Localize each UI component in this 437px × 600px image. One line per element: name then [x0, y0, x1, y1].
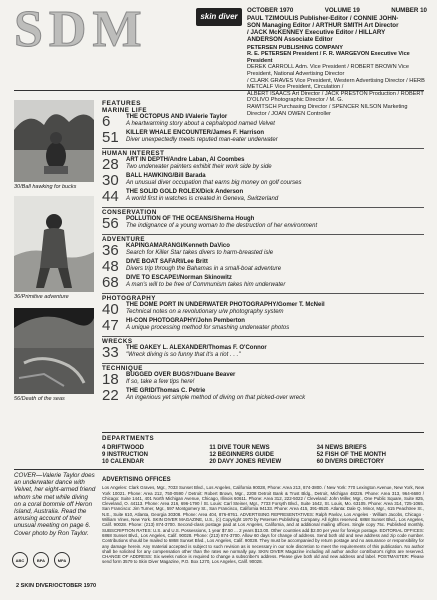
section-divider [102, 363, 424, 364]
photo-caption: 30/Ball hawking for bucks [14, 184, 77, 190]
exec-line: DEREK CARROLL Adm. Vice President / ROBERT BROWN Vice President, National Advertising Director [247, 64, 409, 77]
toc-page-number: 6 [102, 113, 111, 130]
departments [102, 435, 424, 465]
toc-description: If so, take a few tips here! [126, 379, 195, 385]
photo-caption: 56/Death of the seas [14, 396, 65, 402]
photo-ball-hawking [14, 100, 94, 182]
section-title: ADVENTURE [102, 236, 146, 243]
toc-page-number: 48 [102, 258, 119, 275]
toc-entry [102, 216, 424, 232]
staff-line: / JACK McKENNEY Executive Editor / HILLARY [247, 28, 386, 36]
toc-title: KILLER WHALE ENCOUNTER/James F. Harrison [126, 130, 265, 136]
abc-logo-icon: ABC [12, 552, 28, 568]
company-name: PETERSEN PUBLISHING COMPANY [247, 44, 343, 51]
departments-divider [102, 432, 424, 433]
toc-page-number: 36 [102, 242, 119, 259]
toc-description: An ingenious yet simple method of diving on that picked-over wreck [126, 395, 306, 401]
cover-description: COVER—Valerie Taylor does an underwater dance with Velvet, her eight-armed friend whom she met while diving on a coral bommie off Heron Island, Australia. Read the amusing account of their unusual meeting on page 6. Cover photo by Ron Taylor. [14, 472, 96, 537]
advertising-offices [102, 478, 424, 565]
exec-line: RAWITSCH Purchasing Director / SPENCER NILSON Marketing Director / JOAN OWEN Controller [247, 103, 408, 117]
toc-title: THE GRID/Thomas C. Petrie [126, 388, 206, 394]
department-item: 9 INSTRUCTION [102, 452, 149, 458]
toc-entry [102, 259, 424, 275]
bpa-logo-icon: BPA [33, 552, 49, 568]
bottom-divider [14, 469, 424, 470]
mpa-logo-icon: MPA [54, 552, 70, 568]
features-heading: FEATURES [102, 100, 142, 107]
toc-page-number: 33 [102, 344, 119, 361]
toc-entry [102, 157, 424, 173]
toc-description: "Wreck diving is so funny that it's a riot . . ." [126, 352, 241, 358]
page-footer: 2 SKIN DIVER/OCTOBER 1970 [16, 583, 97, 589]
toc-title: KAPINGAMARANGI/Kenneth DaVico [126, 243, 230, 249]
exec-line: / CLARK GRAVES Vice President, Western Advertising Director / HERB METCALF Vice President, Circulation / [247, 77, 425, 91]
section-divider [102, 293, 424, 294]
department-item: 60 DIVERS DIRECTORY [316, 459, 385, 465]
table-of-contents [102, 100, 424, 404]
toc-entry [102, 114, 424, 130]
toc-entry [102, 388, 424, 404]
department-item: 20 DAVY JONES REVIEW [209, 459, 282, 465]
toc-title: POLLUTION OF THE OCEANS/Sherna Hough [126, 216, 255, 222]
staff-line: PAUL TZIMOULIS Publisher-Editor / CONNIE JOHN- [247, 14, 399, 22]
toc-page-number: 51 [102, 129, 119, 146]
toc-page-number: 22 [102, 387, 119, 404]
toc-description: Divers trip through the Bahamas in a small-boat adventure [126, 266, 282, 272]
department-item: 12 BEGINNERS GUIDE [209, 452, 275, 458]
departments-title: DEPARTMENTS [102, 435, 155, 442]
section-divider [102, 148, 424, 149]
department-item: 34 NEWS BRIEFS [316, 445, 367, 451]
toc-page-number: 56 [102, 215, 119, 232]
department-item: 52 FISH OF THE MONTH [316, 452, 386, 458]
toc-description: Diver unexpectedly meets reputed man-eater underwater [126, 137, 278, 143]
toc-entry [102, 243, 424, 259]
association-logos [12, 552, 100, 568]
photo-caption: 36/Primitive adventure [14, 294, 69, 300]
issue-date: OCTOBER 1970 [247, 7, 294, 14]
toc-description: An unusual diver occupation that earns big money on golf courses [126, 180, 302, 186]
department-item: 10 CALENDAR [102, 459, 145, 465]
toc-title: BUGGED OVER BUGS?/Duane Beaver [126, 372, 236, 378]
toc-title: BALL HAWKING/Bill Barada [126, 173, 206, 179]
toc-entry [102, 302, 424, 318]
toc-description: A heartwarming story about a cephalopod named Velvet [126, 121, 275, 127]
issue-line [247, 8, 427, 15]
toc-title: THE OCTOPUS AND I/Valerie Taylor [126, 114, 228, 120]
volume: VOLUME 19 [324, 7, 360, 14]
toc-page-number: 30 [102, 172, 119, 189]
exec-line: R. E. PETERSEN President / F. R. WARGEVON Executive Vice President [247, 51, 410, 64]
section-title: PHOTOGRAPHY [102, 295, 156, 302]
toc-title: THE SOLID GOLD ROLEX/Dick Anderson [126, 189, 244, 195]
toc-page-number: 40 [102, 301, 119, 318]
toc-description: The indignance of a young woman to the destruction of her environment [126, 223, 318, 229]
toc-description: A unique processing method for smashing underwater photos [126, 325, 290, 331]
toc-page-number: 28 [102, 156, 119, 173]
toc-description: Search for Killer Star takes divers to harm-breasted isle [126, 250, 274, 256]
section-divider [102, 207, 424, 208]
toc-entry [102, 173, 424, 189]
department-item: 11 DIVE TOUR NEWS [209, 445, 270, 451]
toc-page-number: 44 [102, 188, 119, 205]
advertising-body: Los Angeles: Clark Graves, Mgr., 7033 Sunset Blvd., Los Angeles, California 90028, Phone: Area 213, 874-3800. / New York: 770 Lexington Avenue, New York, New York 10021. Phone: Area 212, 750-0590 / Detroit: Robert Brown, Mgr., 2208 Detroit Bank & Trust Bldg., Detroit, Michigan 48226. Phone: Area 313, 964-6680 / Chicago: Suite 1441, 401 North Michigan Avenue, Chicago, Illinois 60611. Phone: Area 312, 222-5022 / Cleveland: John Miller, Mgr., One Public Square, Suite 825, Cleveland, O. 44113. Phone: Area 216, 696-1790 / St. Louis: Carl Steiner, Mgr., 7733 Forsyth Blvd., Suite 1642, St. Louis, Mo. 63105. Phone: Area 314, 725-1065. San Francisco: Jim Turner, Mgr., 597 Montgomery St., San Francisco, California 94133. Phone: Area 415, 391-8520. Atlanta: Dale Q. Minor, Mgr., 615 Peachtree St., N.E., Suite 610, Atlanta, Georgia 30308. Phone: Area 404, 876-8761. ADVERTISING REPRESENTATIVES: Ralph Pavlov, Los Angeles · William Jacobs, Chicago · William Vines, New York. SKIN DIVER MAGAZINE, U.S., (c) Copyright 1970 by Petersen Publishing Company. All rights reserved. 6868 Sunset Blvd., Los Angeles, Calif. 90028. Phone: (213) 874-3700. Second-class postage paid at Los Angeles, California, and at additional mailing offices. Single copy 75c. Published monthly. SUBSCRIPTION RATES: U.S. and U.S. Possessions, 1 year $7.50 ... 2 years $13.00. Other countries add $2.00 per year for foreign postage. EDITORIAL OFFICES: 6868 Sunset Blvd., Los Angeles, Calif. 90028. Phone: (213) 874-3700. Allow 60 days for change of address. Send both old and new address and zip code number. Contributions should be mailed to 6868 Sunset Blvd., Los Angeles, Calif. 90028. They must be accompanied by return postage and no assurance or responsibility for any damage herein. Any material accepted is subject to such revision as is necessary in our sole discretion to meet the requirements of this publication. No author shall be solicited for any compensation other than the rates we normally pay. SKIN DIVER Magazine including all author and/or contributor's rights are reserved. CHANGE OF ADDRESS: Six weeks notice is required to change a subscriber's address. Please give both old and new address and label. POSTMASTER: Please send form 3579 to Skin Diver Magazine, P.O. Box 1270, Los Angeles, Calif. 90028. [102, 485, 424, 565]
photo-primitive-adventure [14, 196, 94, 292]
departments-list [102, 445, 424, 465]
magazine-logo: SDM [14, 1, 148, 58]
toc-description: Two underwater painters exhibit their work side by side [126, 164, 272, 170]
toc-page-number: 68 [102, 274, 119, 291]
photo-death-of-the-seas [14, 308, 94, 394]
toc-description: Technical notes on a revolutionary u/w photography system [126, 309, 284, 315]
toc-entry [102, 345, 424, 361]
toc-title: THE OAKEY L. ALEXANDER/Thomas F. O'Connor [126, 345, 267, 351]
advertising-title: ADVERTISING OFFICES [102, 477, 171, 483]
toc-title: ART IN DEPTH/Andre Laban, Al Coombes [126, 157, 245, 163]
toc-entry [102, 189, 424, 205]
section-title: HUMAN INTEREST [102, 150, 165, 157]
toc-title: THE DOME PORT IN UNDERWATER PHOTOGRAPHY/Gomer T. McNeil [126, 302, 325, 308]
toc-title: DIVE BOAT SAFARI/Lee Britt [126, 259, 208, 265]
masthead-divider [14, 90, 424, 91]
section-title: MARINE LIFE [102, 107, 148, 114]
staff-line: SON Managing Editor / ARTHUR SMITH Art Director [247, 21, 399, 29]
toc-description: A world first in watches is created in Geneva, Switzerland [126, 196, 279, 202]
toc-title: DIVE TO ESCAPE!/Norman Skinowitz [126, 275, 232, 281]
toc-page-number: 47 [102, 317, 119, 334]
toc-entry [102, 130, 424, 146]
section-title: TECHNIQUE [102, 365, 143, 372]
number: NUMBER 10 [391, 7, 427, 14]
toc-title: HI-CON PHOTOGRAPHY/John Pemberton [126, 318, 245, 324]
toc-entry [102, 275, 424, 291]
toc-entry [102, 372, 424, 388]
department-item: 4 DRIFTWOOD [102, 445, 144, 451]
skin-diver-badge: skin diver [196, 8, 242, 26]
section-divider [102, 234, 424, 235]
toc-page-number: 18 [102, 371, 119, 388]
exec-line: ALBERT ISAACS Art Director / JACK PRESTON Production / ROBERT D'OLIVO Photographic Director / M. G. [247, 90, 424, 104]
section-title: WRECKS [102, 338, 133, 345]
section-divider [102, 336, 424, 337]
section-title: CONSERVATION [102, 209, 157, 216]
toc-entry [102, 318, 424, 334]
toc-description: A man's will to be free of Communism takes him underwater [126, 282, 286, 288]
staff-line: ANDERSON Associate Editor [247, 35, 333, 43]
